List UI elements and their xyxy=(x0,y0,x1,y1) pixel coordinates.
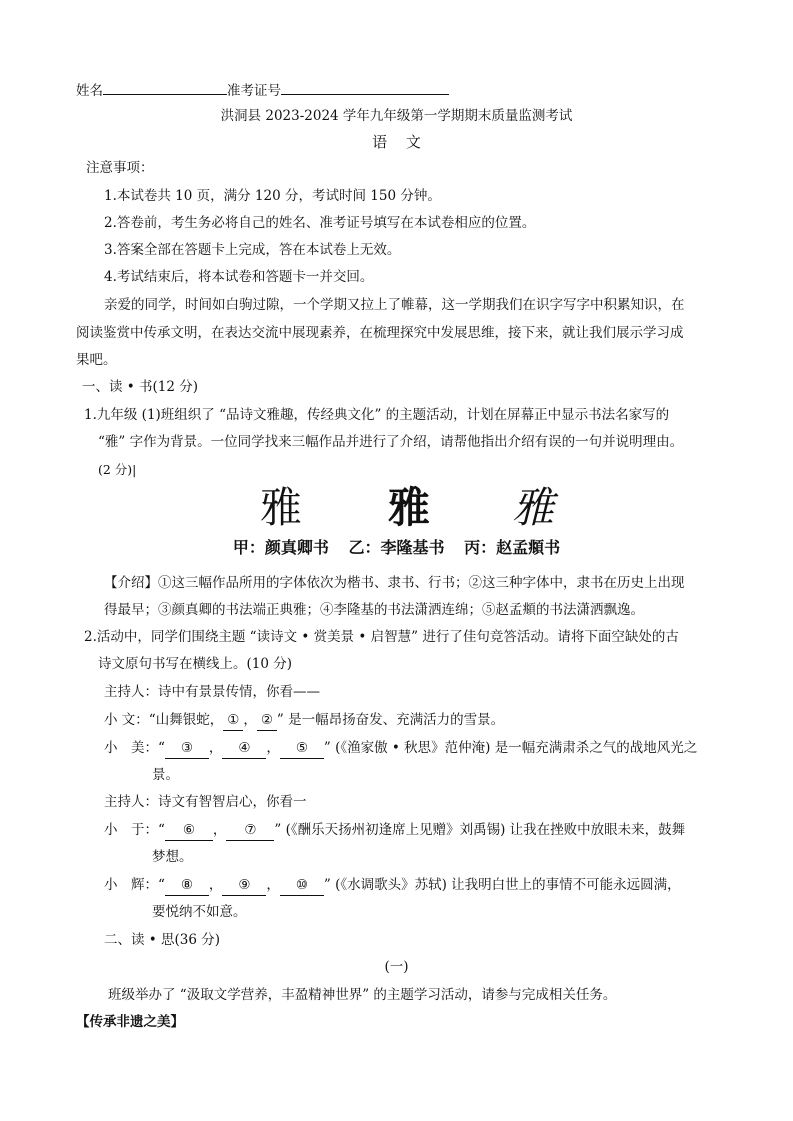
notice-item: 4.考试结束后，将本试卷和答题卡一并交回。 xyxy=(104,269,374,285)
section2-lead: 班级举办了 “汲取文学营养，丰盈精神世界” 的主题学习活动，请参与完成相关任务。 xyxy=(108,987,617,1003)
calligraphy-xingshu: 雅 xyxy=(512,483,555,532)
xiaomei-continuation: 景。 xyxy=(152,767,179,783)
question1-line: 1.九年级 (1)班组织了 “品诗文雅趣，传经典文化” 的主题活动，计划在屏幕正中显示书法名家写的 xyxy=(84,407,670,423)
blank-3[interactable]: ③ xyxy=(165,738,209,759)
host-line: 主持人：诗文有智智启心，你看一 xyxy=(104,794,307,810)
notice-item: 3.答案全部在答题卡上完成，答在本试卷上无效。 xyxy=(104,242,401,258)
blank-10[interactable]: ⑩ xyxy=(280,875,324,896)
blank-4[interactable]: ④ xyxy=(222,738,266,759)
xiaohui-suffix: ” (《水调歌头》苏轼) 让我明白世上的事情不可能永远圆满， xyxy=(323,877,681,893)
notice-item: 2.答卷前，考生务必将自己的姓名、准考证号填写在本试卷相应的位置。 xyxy=(104,215,536,231)
name-label: 姓名 xyxy=(76,83,103,99)
xiaoyu-continuation: 梦想。 xyxy=(152,849,193,865)
xiaohui-continuation: 要悦纳不如意。 xyxy=(152,904,247,920)
xiaoyu-suffix: ” (《酬乐天扬州初逢席上见赠》刘禹锡) 让我在挫败中放眼未来，鼓舞 xyxy=(274,822,686,838)
xiaomei-suffix: ” (《渔家傲 • 秋思》范仲淹) 是一幅充满肃杀之气的战地风光之 xyxy=(323,740,698,756)
section2-heading: 二、读 • 思(36 分) xyxy=(104,932,221,948)
question2-line: 2.活动中，同学们围绕主题 “读诗文 • 赏美景 • 启智慧” 进行了佳句竞答活动。请将下面空缺处的古 xyxy=(84,629,679,645)
calligraphy-caption: 甲：颜真卿书 乙：李隆基书 丙：赵孟頫书 xyxy=(232,538,561,557)
section2-subheading: 【传承非遗之美】 xyxy=(76,1014,184,1030)
blank-7[interactable]: ⑦ xyxy=(226,820,274,841)
blank-9[interactable]: ⑨ xyxy=(222,875,266,896)
xiaowen-suffix: ” 是一幅昂扬奋发、充满活力的雪景。 xyxy=(276,712,505,728)
notice-heading: 注意事项： xyxy=(86,160,154,176)
xiaoyu-line: 小 于：“ ⑥ ， ⑦ ” (《酬乐天扬州初逢席上见赠》刘禹锡) 让我在挫败中放眼未来，鼓舞 xyxy=(104,820,685,841)
intro-note-line: 得最早；③颜真卿的书法端正典雅；④李隆基的书法潇洒连绵；⑤赵孟頫的书法潇洒飘逸。 xyxy=(104,602,644,618)
notice-item: 1.本试卷共 10 页，满分 120 分，考试时间 150 分钟。 xyxy=(104,188,441,204)
name-line xyxy=(76,78,449,101)
xiaohui-prefix: 小 辉：“ xyxy=(104,877,165,893)
exam-id-label: 准考证号 xyxy=(227,83,281,99)
subject-title: 语 文 xyxy=(372,133,421,151)
section1-heading: 一、读 • 书(12 分) xyxy=(82,379,199,395)
blank-2[interactable]: ② xyxy=(257,710,277,731)
xiaohui-line: 小 辉：“ ⑧ ， ⑨ ， ⑩ ” (《水调歌头》苏轼) 让我明白世上的事情不可能永远圆满， xyxy=(104,875,681,896)
question1-line: “雅” 字作为背景。一位同学找来三幅作品并进行了介绍，请帮他指出介绍有误的一句并说明理由。 xyxy=(98,434,684,450)
question1-line: (2 分)| xyxy=(98,462,137,477)
xiaowen-line: 小 文：“山舞银蛇， ① ， ② ” 是一幅昂扬奋发、充满活力的雪景。 xyxy=(104,710,504,731)
intro-line: 阅读鉴赏中传承文明，在表达交流中展现素养，在梳理探究中发展思维，接下来，就让我们展示学习成 xyxy=(76,325,684,341)
intro-note-line: 【介绍】①这三幅作品所用的字体依次为楷书、隶书、行书；②这三种字体中，隶书在历史上出现 xyxy=(104,575,685,591)
calligraphy-kaishu: 雅 xyxy=(260,483,303,532)
blank-5[interactable]: ⑤ xyxy=(280,738,324,759)
part-number: (一) xyxy=(384,959,409,975)
name-blank[interactable] xyxy=(103,78,227,95)
xiaoyu-prefix: 小 于：“ xyxy=(104,822,165,838)
blank-8[interactable]: ⑧ xyxy=(165,875,209,896)
exam-title: 洪洞县 2023-2024 学年九年级第一学期期末质量监测考试 xyxy=(220,108,573,124)
intro-line: 果吧。 xyxy=(76,352,117,368)
host-line: 主持人：诗中有景景传情，你看—— xyxy=(104,684,320,700)
question2-line: 诗文原句书写在横线上。(10 分) xyxy=(98,656,293,672)
intro-line: 亲爱的同学，时间如白驹过隙，一个学期又拉上了帷幕，这一学期我们在识字写字中积累知识，在 xyxy=(104,297,685,313)
exam-id-blank[interactable] xyxy=(281,78,449,95)
calligraphy-lishu: 雅 xyxy=(388,483,431,532)
xiaowen-prefix: 小 文：“山舞银蛇， xyxy=(104,712,224,728)
blank-1[interactable]: ① xyxy=(223,710,243,731)
xiaomei-line: 小 美：“ ③ ， ④ ， ⑤ ” (《渔家傲 • 秋思》范仲淹) 是一幅充满肃杀之气的战地风光之 xyxy=(104,738,697,759)
blank-6[interactable]: ⑥ xyxy=(165,820,213,841)
xiaomei-prefix: 小 美：“ xyxy=(104,740,165,756)
